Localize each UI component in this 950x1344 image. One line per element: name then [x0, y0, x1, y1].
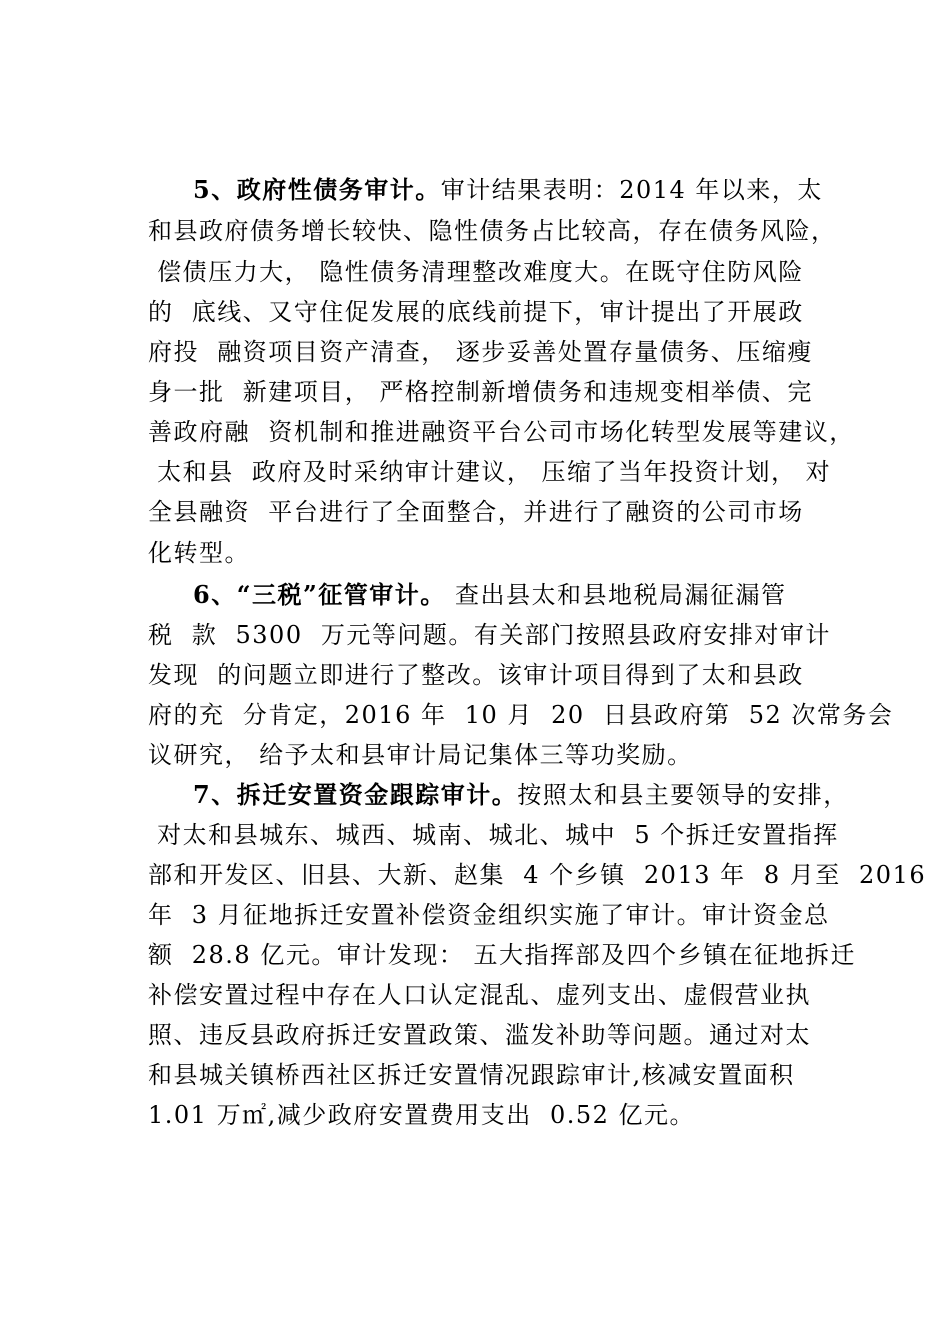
- paragraph-7-text: 按照太和县主要领导的安排，: [517, 781, 849, 809]
- paragraph-5-line-7: 善政府融 资机制和推进融资平台公司市场化转型发展等建议，: [148, 418, 855, 446]
- paragraph-6-line-2: 税 款 5300 万元等问题。有关部门按照县政府安排对审计: [148, 621, 831, 649]
- paragraph-5-line-5: 府投 融资项目资产清查， 逐步妥善处置存量债务、压缩瘦: [148, 338, 813, 366]
- paragraph-5-line-2: 和县政府债务增长较快、隐性债务占比较高，存在债务风险，: [148, 217, 837, 245]
- paragraph-5-line-4: 的 底线、又守住促发展的底线前提下，审计提出了开展政: [148, 298, 804, 326]
- paragraph-7-line-4: 年 3 月征地拆迁安置补偿资金组织实施了审计。审计资金总: [148, 901, 830, 929]
- paragraph-5-line-3: 偿债压力大， 隐性债务清理整改难度大。在既守住防风险: [148, 258, 804, 286]
- paragraph-7-line-7: 照、违反县政府拆迁安置政策、滥发补助等问题。通过对太: [148, 1021, 811, 1049]
- paragraph-5-heading: 5、政府性债务审计。: [193, 175, 441, 204]
- paragraph-7-line-1: [193, 780, 849, 810]
- paragraph-7-heading: 7、拆迁安置资金跟踪审计。: [193, 780, 518, 809]
- paragraph-7-line-8: 和县城关镇桥西社区拆迁安置情况跟踪审计,核减安置面积: [148, 1061, 795, 1089]
- paragraph-7-line-3: 部和开发区、旧县、大新、赵集 4 个乡镇 2013 年 8 月至 2016: [148, 861, 927, 889]
- paragraph-6-line-3: 发现 的问题立即进行了整改。该审计项目得到了太和县政: [148, 661, 804, 689]
- paragraph-7-line-6: 补偿安置过程中存在人口认定混乱、虚列支出、虚假营业执: [148, 981, 811, 1009]
- paragraph-5-line-6: 身一批 新建项目， 严格控制新增债务和违规变相举债、完: [148, 378, 813, 406]
- paragraph-6-line-5: 议研究， 给予太和县审计局记集体三等功奖励。: [148, 741, 693, 769]
- paragraph-5-text: 审计结果表明：2014 年以来，太: [440, 176, 823, 204]
- paragraph-5-line-8: 太和县 政府及时采纳审计建议， 压缩了当年投资计划， 对: [148, 458, 832, 486]
- paragraph-5-line-9: 全县融资 平台进行了全面整合，并进行了融资的公司市场: [148, 498, 804, 526]
- paragraph-6-line-1: [193, 580, 786, 610]
- paragraph-7-line-9: 1.01 万㎡,减少政府安置费用支出 0.52 亿元。: [148, 1101, 696, 1129]
- paragraph-5-line-10: 化转型。: [148, 539, 250, 567]
- paragraph-6-text: 查出县太和县地税局漏征漏管: [445, 581, 787, 609]
- paragraph-6-heading: 6、“三税”征管审计。: [193, 580, 446, 609]
- paragraph-6-line-4: 府的充 分肯定，2016 年 10 月 20 日县政府第 52 次常务会: [148, 701, 894, 729]
- paragraph-5-line-1: [193, 175, 823, 205]
- paragraph-7-line-5: 额 28.8 亿元。审计发现： 五大指挥部及四个乡镇在征地拆迁: [148, 941, 856, 969]
- paragraph-7-line-2: 对太和县城东、城西、城南、城北、城中 5 个拆迁安置指挥: [148, 821, 839, 849]
